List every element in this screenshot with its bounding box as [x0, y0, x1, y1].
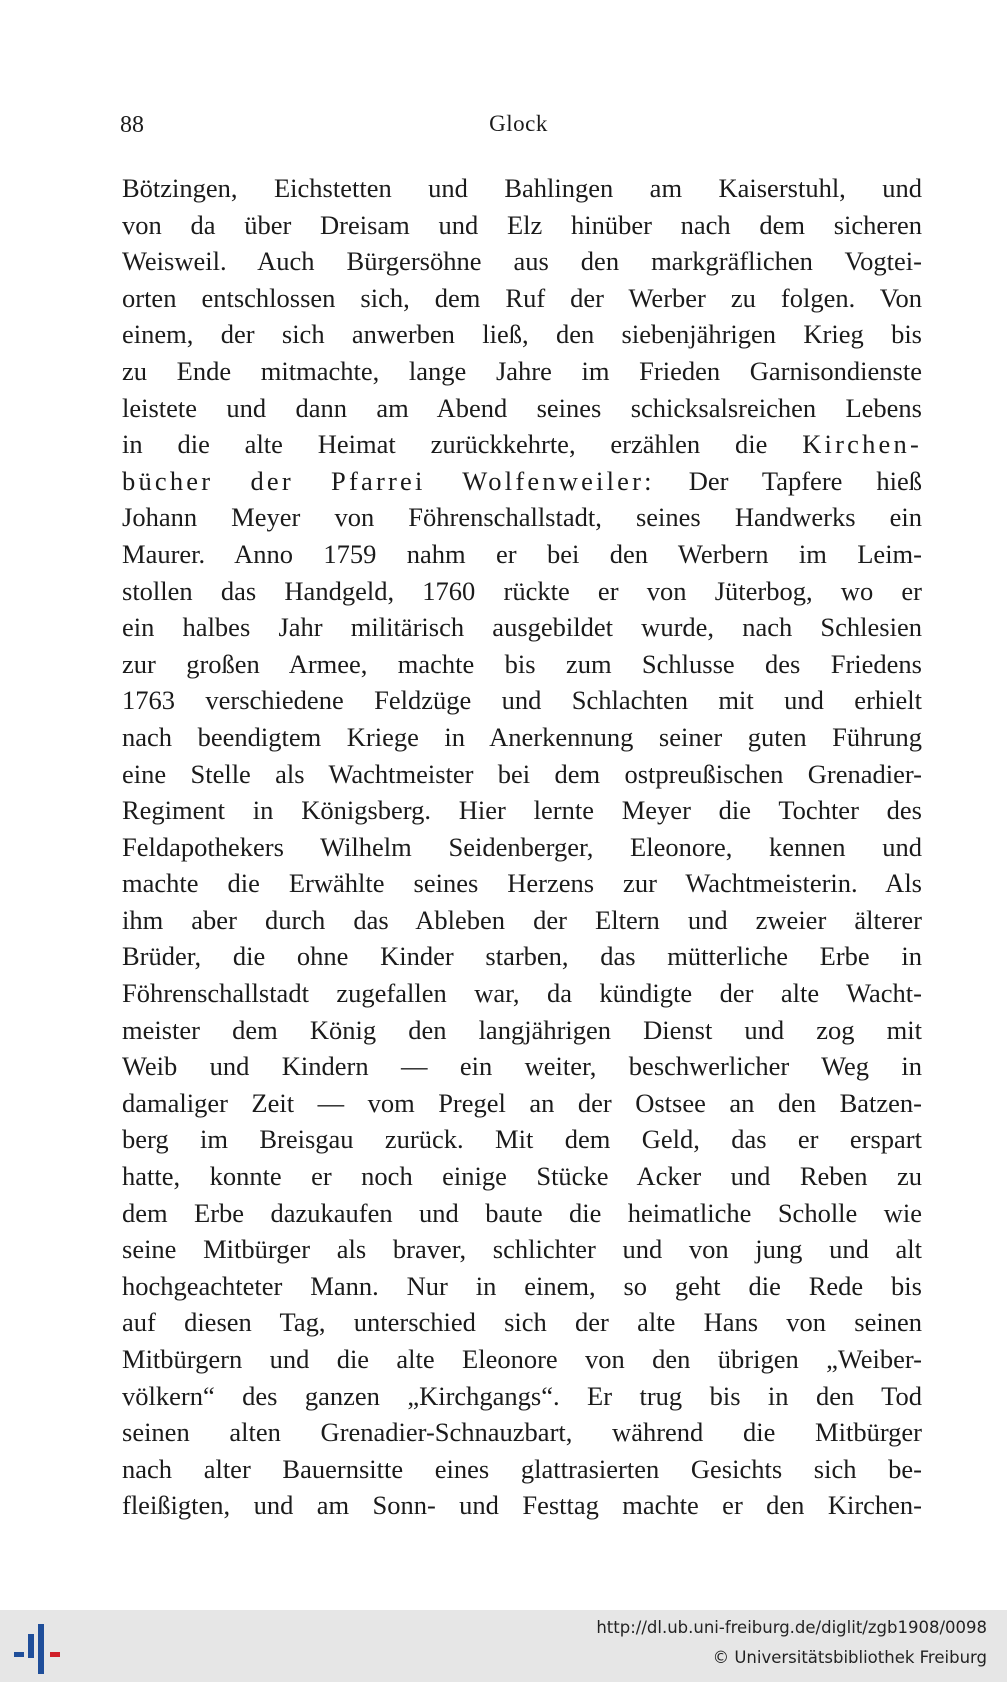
text-line: ein halbes Jahr militärisch ausgebildet wurde, nach Schlesien: [122, 612, 922, 643]
text-line: seine Mitbürger als braver, schlichter und von jung und alt: [122, 1234, 922, 1265]
text-line: hatte, konnte er noch einige Stücke Acker und Reben zu: [122, 1161, 922, 1192]
running-title: Glock: [489, 111, 548, 136]
text-line: Weisweil. Auch Bürgersöhne aus den markgräflichen Vogtei-: [122, 246, 922, 277]
text-line: nach alter Bauernsitte eines glattrasierten Gesichts sich be-: [122, 1453, 922, 1484]
text-line: hochgeachteter Mann. Nur in einem, so geht die Rede bis: [122, 1270, 922, 1301]
footer-copyright: © Universitätsbibliothek Freiburg: [712, 1648, 987, 1667]
text-run: in die alte Heimat zurückkehrte, erzählen die: [122, 429, 803, 460]
text-line: orten entschlossen sich, dem Ruf der Werber zu folgen. Von: [122, 282, 922, 313]
text-line: völkern“ des ganzen „Kirchgangs“. Er trug bis in den Tod: [122, 1380, 922, 1411]
text-line: zu Ende mitmachte, lange Jahre im Frieden Garnisondienste: [122, 355, 922, 386]
text-line: Johann Meyer von Föhrenschallstadt, seines Handwerks ein: [122, 502, 922, 533]
text-line: Feldapothekers Wilhelm Seidenberger, Eleonore, kennen und: [122, 831, 922, 862]
page-number: 88: [120, 112, 144, 138]
text-line: fleißigten, und am Sonn- und Festtag machte er den Kirchen-: [122, 1490, 922, 1521]
text-line: Weib und Kindern — ein weiter, beschwerlicher Weg in: [122, 1051, 922, 1082]
library-logo-icon: [10, 1622, 64, 1676]
text-line: Mitbürgern und die alte Eleonore von den übrigen „Weiber-: [122, 1344, 922, 1374]
text-line: auf diesen Tag, unterschied sich der alte Hans von seinen: [122, 1307, 922, 1338]
text-line: dem Erbe dazukaufen und baute die heimatliche Scholle wie: [122, 1197, 922, 1228]
text-line: damaliger Zeit — vom Pregel an der Ostsee an den Batzen-: [122, 1087, 922, 1118]
text-line: von da über Dreisam und Elz hinüber nach dem sicheren: [122, 209, 922, 240]
body-text: [122, 170, 922, 1524]
text-line: einem, der sich anwerben ließ, den siebenjährigen Krieg bis: [122, 319, 922, 350]
text-line: berg im Breisgau zurück. Mit dem Geld, das er erspart: [122, 1124, 922, 1155]
text-line: meister dem König den langjährigen Dienst und zog mit: [122, 1014, 922, 1045]
text-line: Maurer. Anno 1759 nahm er bei den Werbern im Leim-: [122, 538, 922, 569]
text-line: zur großen Armee, machte bis zum Schlusse des Friedens: [122, 648, 922, 679]
text-line: Regiment in Königsberg. Hier lernte Meyer die Tochter des: [122, 795, 922, 826]
footer-url[interactable]: http://dl.ub.uni-freiburg.de/diglit/zgb1908/0098: [596, 1618, 987, 1637]
text-line: stollen das Handgeld, 1760 rückte er von Jüterbog, wo er: [122, 575, 922, 606]
text-line: nach beendigtem Kriege in Anerkennung seiner guten Führung: [122, 721, 922, 752]
text-line: seinen alten Grenadier-Schnauzbart, während die Mitbürger: [122, 1417, 922, 1448]
text-line: eine Stelle als Wachtmeister bei dem ostpreußischen Grenadier-: [122, 758, 922, 789]
text-line: leistete und dann am Abend seines schicksalsreichen Lebens: [122, 392, 922, 423]
text-line: [122, 426, 922, 463]
text-line: Brüder, die ohne Kinder starben, das mütterliche Erbe in: [122, 941, 922, 972]
text-run: Der Tapfere hieß: [654, 465, 922, 496]
text-line: Bötzingen, Eichstetten und Bahlingen am Kaiserstuhl, und: [122, 173, 922, 203]
text-line: [122, 463, 922, 500]
text-line: 1763 verschiedene Feldzüge und Schlachten mit und erhielt: [122, 685, 922, 716]
text-line: machte die Erwählte seines Herzens zur Wachtmeisterin. Als: [122, 868, 922, 899]
text-line: ihm aber durch das Ableben der Eltern und zweier älterer: [122, 904, 922, 935]
spaced-text-run: bücher der Pfarrei Wolfenweiler:: [122, 465, 655, 496]
text-line: Föhrenschallstadt zugefallen war, da kündigte der alte Wacht-: [122, 978, 922, 1009]
spaced-text-run: Kirchen-: [802, 429, 922, 460]
